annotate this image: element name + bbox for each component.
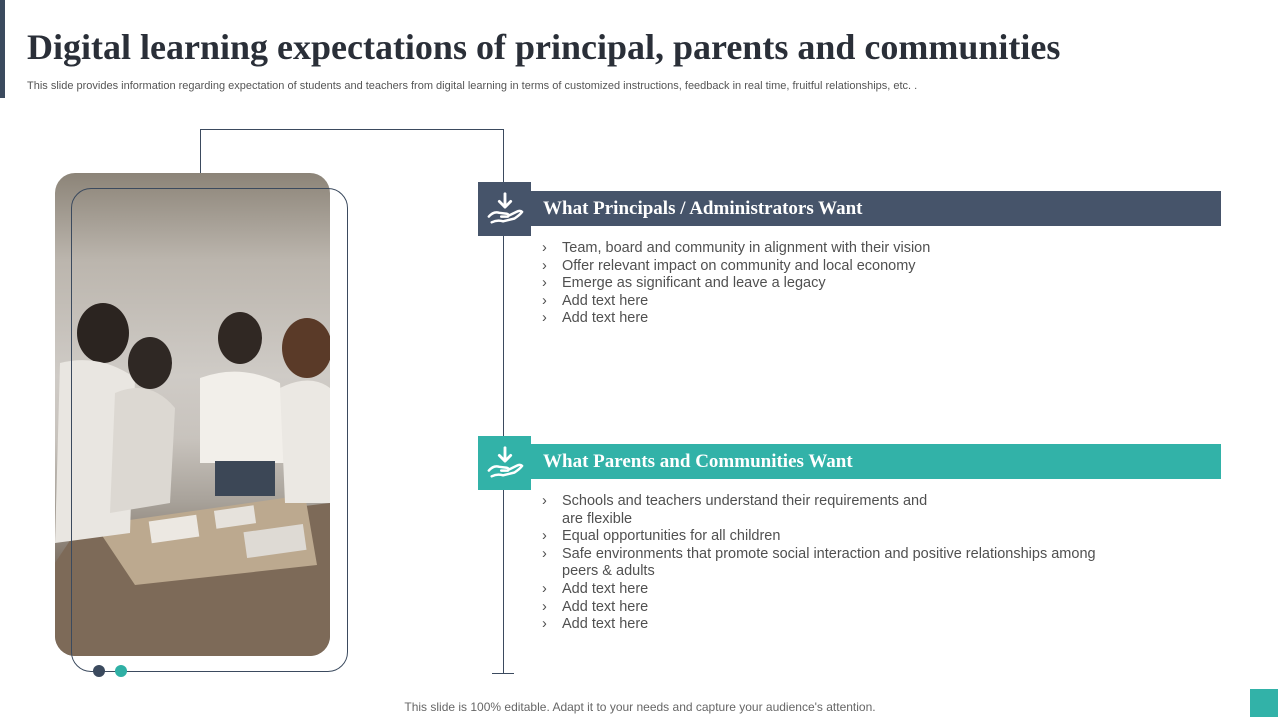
parents-bullet-list <box>542 493 1107 634</box>
photo-outline-frame <box>71 188 348 672</box>
carousel-dot-2 <box>115 665 127 677</box>
list-item: › Team, board and community in alignment with their vision <box>542 240 1122 258</box>
list-item: › Equal opportunities for all children <box>542 528 1107 546</box>
timeline-bottom-cap <box>492 673 514 674</box>
list-item: › Schools and teachers understand their requirements and are flexible <box>542 493 942 528</box>
list-item: › Add text here <box>542 581 1107 599</box>
connector-left-drop <box>200 129 201 173</box>
hand-download-icon <box>478 182 531 236</box>
list-item: › Offer relevant impact on community and local economy <box>542 258 1122 276</box>
carousel-dot-1 <box>93 665 105 677</box>
corner-decoration <box>1250 689 1278 717</box>
slide-title: Digital learning expectations of principal, parents and communities <box>27 27 1061 67</box>
list-item: › Emerge as significant and leave a legacy <box>542 275 1122 293</box>
list-item: › Add text here <box>542 616 1107 634</box>
list-item: › Safe environments that promote social interaction and positive relationships among peers & adults <box>542 546 1107 581</box>
hand-download-icon <box>478 436 531 490</box>
title-accent-bar <box>0 0 5 98</box>
connector-top <box>200 129 504 130</box>
section-heading-principals: What Principals / Administrators Want <box>531 191 1221 226</box>
slide-subtitle: This slide provides information regarding expectation of students and teachers from digital learning in terms of customized instructions, feedback in real time, fruitful relationships, etc. . <box>27 80 918 92</box>
footer-note: This slide is 100% editable. Adapt it to your needs and capture your audience's attention. <box>404 700 876 714</box>
principals-bullet-list <box>542 240 1122 328</box>
list-item: › Add text here <box>542 310 1122 328</box>
list-item: › Add text here <box>542 293 1122 311</box>
list-item: › Add text here <box>542 599 1107 617</box>
section-heading-parents: What Parents and Communities Want <box>531 444 1221 479</box>
